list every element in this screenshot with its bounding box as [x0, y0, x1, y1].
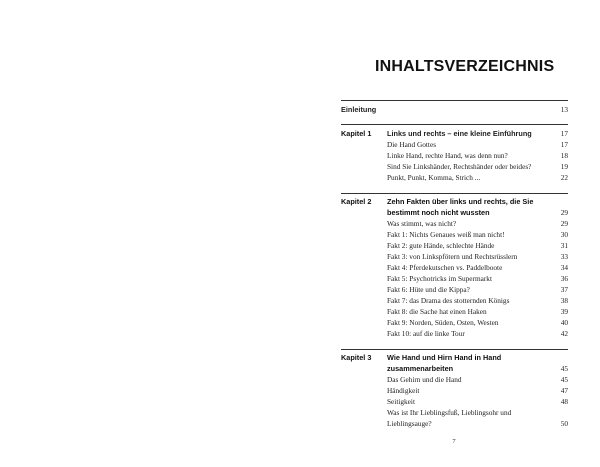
entry-title: Seitigkeit	[387, 397, 415, 406]
toc-entry[interactable]	[387, 139, 568, 150]
entry-page: 36	[560, 274, 568, 283]
entry-title: Fakt 9: Norden, Süden, Osten, Westen	[387, 318, 499, 327]
divider	[341, 100, 568, 101]
entry-page: 37	[560, 285, 568, 294]
toc-entry[interactable]	[387, 161, 568, 172]
entry-page: 39	[560, 307, 568, 316]
entry-page: 42	[560, 329, 568, 338]
entry-page: 17	[560, 140, 568, 149]
entry-title: Fakt 10: auf die linke Tour	[387, 329, 465, 338]
chapter-label: Kapitel 3	[341, 353, 372, 362]
toc-entry[interactable]	[387, 328, 568, 339]
entry-title: Fakt 7: das Drama des stotternden Königs	[387, 296, 510, 305]
entry-page: 50	[560, 419, 568, 428]
toc-entry[interactable]	[387, 317, 568, 328]
toc-entry[interactable]	[387, 273, 568, 284]
entry-page: 18	[560, 151, 568, 160]
toc-entry[interactable]	[387, 306, 568, 317]
chapter-label: Kapitel 2	[341, 197, 372, 206]
entry-page: 33	[560, 252, 568, 261]
chapter-heading[interactable]: Zehn Fakten über links und rechts, die Sie bestimmt noch nicht wussten	[387, 197, 534, 217]
toc-entry[interactable]	[387, 218, 568, 229]
entry-title: Händigkeit	[387, 386, 420, 395]
toc-entry[interactable]	[387, 262, 568, 273]
entry-title: Fakt 5: Psychotricks im Supermarkt	[387, 274, 492, 283]
chapter-page: 45	[560, 364, 568, 373]
toc-entry[interactable]	[387, 284, 568, 295]
entry-title: Fakt 3: von Linkspfötern und Rechtsrüsslern	[387, 252, 518, 261]
entry-title: Die Hand Gottes	[387, 140, 437, 149]
entry-title: Das Gehirn und die Hand	[387, 375, 462, 384]
chapter-page: 17	[560, 129, 568, 138]
entry-title: Was stimmt, was nicht?	[387, 219, 457, 228]
entry-title: Sind Sie Linkshänder, Rechtshänder oder beides?	[387, 162, 532, 171]
toc-entry[interactable]	[387, 229, 568, 240]
entry-page: 45	[560, 375, 568, 384]
entry-page: 19	[560, 162, 568, 171]
toc-chapter-heading[interactable]	[387, 128, 568, 139]
entry-title: Fakt 4: Pferdekutschen vs. Paddelboote	[387, 263, 503, 272]
toc-entry[interactable]	[387, 374, 568, 385]
entry-page: 31	[560, 241, 568, 250]
chapter-label: Kapitel 1	[341, 129, 372, 138]
entry-title: Fakt 8: die Sache hat einen Haken	[387, 307, 487, 316]
entry-title: Linke Hand, rechte Hand, was denn nun?	[387, 151, 508, 160]
toc-entry[interactable]	[387, 251, 568, 262]
chapter-heading[interactable]: Wie Hand und Hirn Hand in Hand zusammenarbeiten	[387, 353, 502, 373]
toc-entry[interactable]	[387, 172, 568, 183]
toc-entry-wrapped[interactable]: Was ist Ihr Lieblingsfuß, Lieblingsohr und Lieblingsauge?	[387, 408, 512, 428]
toc-entry[interactable]	[387, 385, 568, 396]
toc-intro-page: 13	[560, 105, 568, 114]
toc-entry[interactable]	[387, 240, 568, 251]
entry-title: Punkt, Punkt, Komma, Strich ...	[387, 173, 481, 182]
page-number: 7	[452, 438, 456, 445]
toc-intro[interactable]	[341, 104, 568, 115]
entry-title: Fakt 1: Nichts Genaues weiß man nicht!	[387, 230, 505, 239]
toc-entry[interactable]	[387, 295, 568, 306]
entry-page: 47	[560, 386, 568, 395]
divider	[341, 124, 568, 125]
entry-page: 30	[560, 230, 568, 239]
entry-title: Fakt 2: gute Hände, schlechte Hände	[387, 241, 495, 250]
toc-entry[interactable]	[387, 150, 568, 161]
entry-page: 34	[560, 263, 568, 272]
toc-entry[interactable]	[387, 396, 568, 407]
entry-page: 38	[560, 296, 568, 305]
divider	[341, 193, 568, 194]
entry-page: 22	[560, 173, 568, 182]
chapter-page: 29	[560, 208, 568, 217]
page-title: INHALTSVERZEICHNIS	[375, 58, 555, 75]
entry-page: 48	[560, 397, 568, 406]
chapter-heading: Links und rechts – eine kleine Einführung	[387, 129, 532, 138]
divider	[341, 349, 568, 350]
entry-page: 40	[560, 318, 568, 327]
entry-page: 29	[560, 219, 568, 228]
entry-title: Fakt 6: Hüte und die Kippa?	[387, 285, 470, 294]
toc-intro-label: Einleitung	[341, 105, 377, 114]
